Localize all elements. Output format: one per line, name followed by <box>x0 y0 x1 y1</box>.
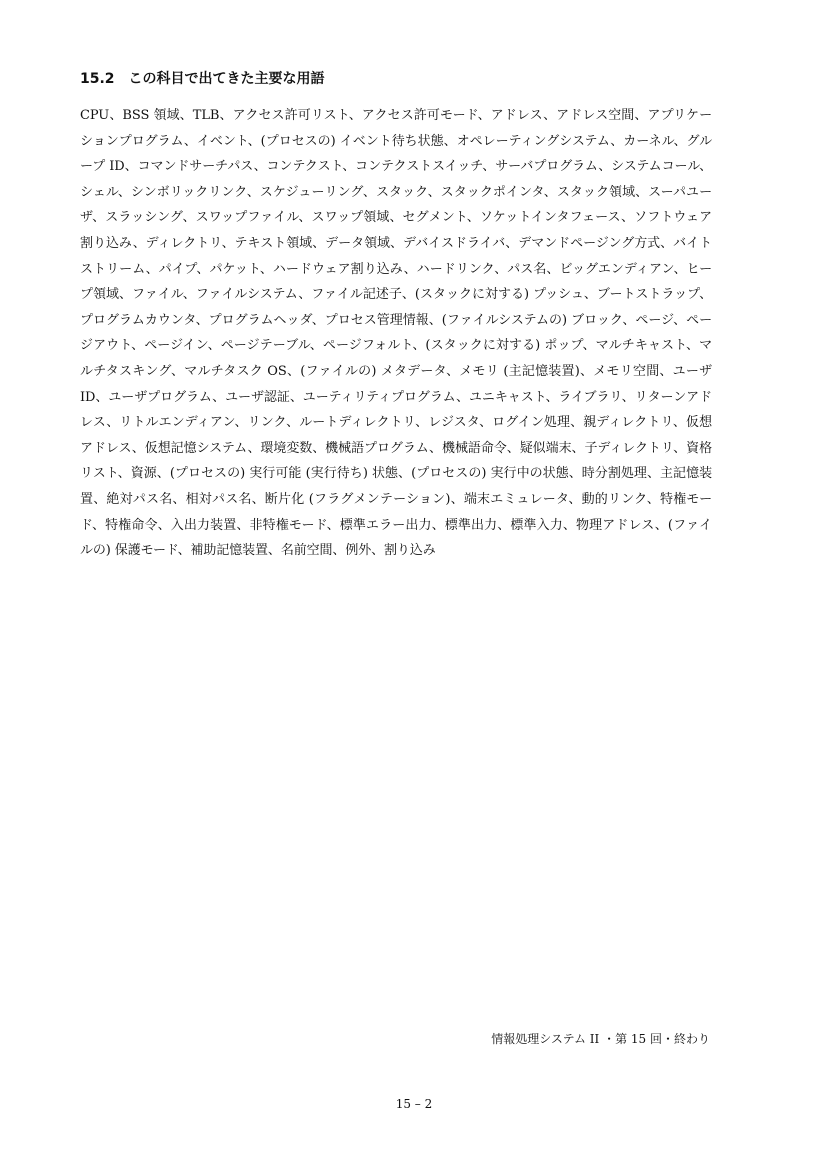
section-title-text: この科目で出てきた主要な用語 <box>128 71 325 87</box>
footer-note: 情報処理システム II ・第 15 回・終わり <box>491 1032 710 1046</box>
section-heading <box>80 68 325 88</box>
terms-paragraph: CPU、BSS 領域、TLB、アクセス許可リスト、アクセス許可モード、アドレス、アドレス空間、アプリケーションプログラム、イベント、(プロセスの) イベント待ち状態、オペレーティングシステム、カーネル、グループ ID、コマンドサーチパス、コンテクスト、コンテクストスイッチ、サーバプログラム、システムコール、シェル、シンボリックリンク、スケジューリング、スタック、スタックポインタ、スタック領域、スーパユーザ、スラッシング、スワップファイル、スワップ領域、セグメント、ソケットインタフェース、ソフトウェア割り込み、ディレクトリ、テキスト領域、データ領域、デバイスドライバ、デマンドページング方式、バイトストリーム、パイプ、パケット、ハードウェア割り込み、ハードリンク、パス名、ビッグエンディアン、ヒープ領域、ファイル、ファイルシステム、ファイル記述子、(スタックに対する) プッシュ、ブートストラップ、プログラムカウンタ、プログラムヘッダ、プロセス管理情報、(ファイルシステムの) ブロック、ページ、ページアウト、ページイン、ページテーブル、ページフォルト、(スタックに対する) ポップ、マルチキャスト、マルチタスキング、マルチタスク OS、(ファイルの) メタデータ、メモリ (主記憶装置)、メモリ空間、ユーザ ID、ユーザプログラム、ユーザ認証、ユーティリティプログラム、ユニキャスト、ライブラリ、リターンアドレス、リトルエンディアン、リンク、ルートディレクトリ、レジスタ、ログイン処理、親ディレクトリ、仮想アドレス、仮想記憶システム、環境変数、機械語プログラム、機械語命令、疑似端末、子ディレクトリ、資格リスト、資源、(プロセスの) 実行可能 (実行待ち) 状態、(プロセスの) 実行中の状態、時分割処理、主記憶装置、絶対パス名、相対パス名、断片化 (フラグメンテーション)、端末エミュレータ、動的リンク、特権モード、特権命令、入出力装置、非特権モード、標準エラー出力、標準出力、標準入力、物理アドレス、(ファイルの) 保護モード、補助記憶装置、名前空間、例外、割り込み <box>80 108 712 559</box>
page-number: 15 – 2 <box>395 1097 433 1111</box>
section-number: 15.2 <box>80 71 115 87</box>
